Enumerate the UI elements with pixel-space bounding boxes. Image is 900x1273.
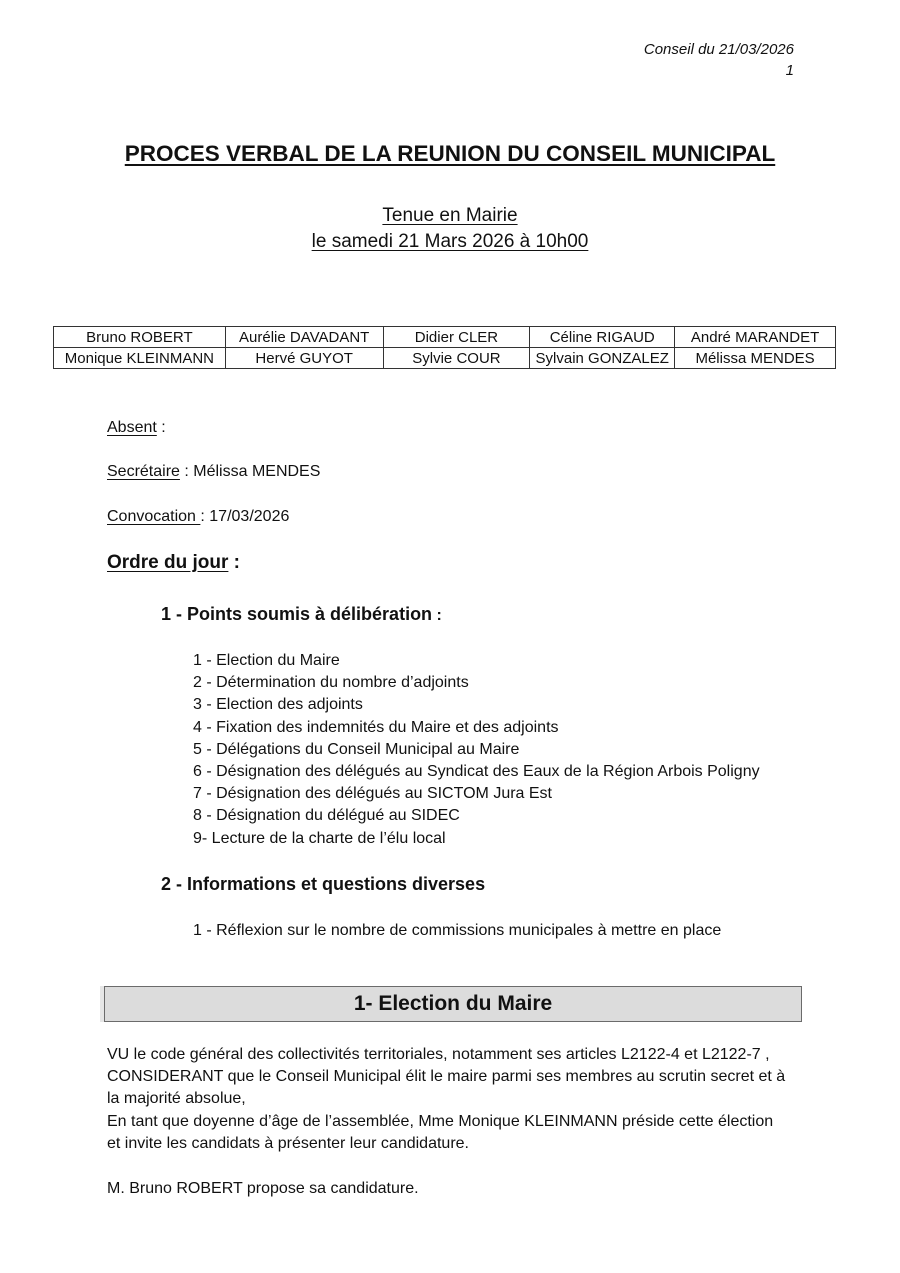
paragraph-line: et invite les candidats à présenter leur candidature. xyxy=(107,1134,469,1152)
paragraph-line: CONSIDERANT que le Conseil Municipal élit le maire parmi ses membres au scrutin secret et à xyxy=(107,1068,786,1086)
convocation-value: 17/03/2026 xyxy=(209,508,290,525)
secretaire-sep: : xyxy=(179,463,194,480)
member-cell: Sylvain GONZALEZ xyxy=(530,348,675,369)
member-cell: Bruno ROBERT xyxy=(54,327,226,348)
election-paragraph xyxy=(107,1044,807,1155)
list-item: 9- Lecture de la charte de l’élu local xyxy=(193,829,446,847)
list-item: 7 - Désignation des délégués au SICTOM Jura Est xyxy=(193,785,552,803)
list-item: 1 - Election du Maire xyxy=(193,652,340,669)
paragraph-line: En tant que doyenne d’âge de l’assemblée, Mme Monique KLEINMANN préside cette élection xyxy=(107,1112,774,1130)
list-item: 3 - Election des adjoints xyxy=(193,696,363,714)
members-table xyxy=(53,326,836,369)
table-row xyxy=(54,327,836,348)
header-page-number: 1 xyxy=(785,62,794,79)
secretaire-label: Secrétaire xyxy=(107,463,180,480)
member-cell: Hervé GUYOT xyxy=(225,348,383,369)
list-item: 6 - Désignation des délégués au Syndicat des Eaux de la Région Arbois Poligny xyxy=(193,763,760,781)
list-item: 5 - Délégations du Conseil Municipal au Maire xyxy=(193,740,520,758)
convocation-label: Convocation xyxy=(107,508,201,525)
section1-heading: 1 - Points soumis à délibération : xyxy=(161,604,442,624)
absent-line xyxy=(107,419,166,437)
member-cell: André MARANDET xyxy=(675,327,836,348)
candidature-line: M. Bruno ROBERT propose sa candidature. xyxy=(107,1180,419,1197)
subtitle-date: le samedi 21 Mars 2026 à 10h00 xyxy=(311,231,589,252)
member-cell: Didier CLER xyxy=(383,327,530,348)
secretaire-line xyxy=(107,463,320,481)
header-meeting-date: Conseil du 21/03/2026 xyxy=(643,41,794,58)
table-row xyxy=(54,348,836,369)
subtitle-location: Tenue en Mairie xyxy=(382,205,518,226)
member-cell: Sylvie COUR xyxy=(383,348,530,369)
paragraph-line: VU le code général des collectivités territoriales, notamment ses articles L2122-4 et L2122-7 , xyxy=(107,1046,770,1063)
list-item: 4 - Fixation des indemnités du Maire et des adjoints xyxy=(193,718,559,736)
absent-sep: : xyxy=(156,419,166,436)
paragraph-line: la majorité absolue, xyxy=(107,1090,246,1108)
ordre-du-jour-heading: Ordre du jour : xyxy=(107,552,241,573)
election-section-heading: 1- Election du Maire xyxy=(104,986,802,1022)
member-cell: Céline RIGAUD xyxy=(530,327,675,348)
list-item: 1 - Réflexion sur le nombre de commissions municipales à mettre en place xyxy=(193,922,722,939)
member-cell: Aurélie DAVADANT xyxy=(225,327,383,348)
list-item: 8 - Désignation du délégué au SIDEC xyxy=(193,807,460,825)
convocation-sep: : xyxy=(200,508,210,525)
absent-label: Absent xyxy=(107,419,157,436)
list-item: 2 - Détermination du nombre d’adjoints xyxy=(193,674,469,692)
convocation-line xyxy=(107,508,289,526)
member-cell: Monique KLEINMANN xyxy=(54,348,226,369)
section2-list xyxy=(193,920,721,942)
member-cell: Mélissa MENDES xyxy=(675,348,836,369)
section1-list xyxy=(193,650,760,850)
section2-heading: 2 - Informations et questions diverses xyxy=(161,874,486,894)
secretaire-value: Mélissa MENDES xyxy=(193,463,321,480)
page-title: PROCES VERBAL DE LA REUNION DU CONSEIL MUNICIPAL xyxy=(124,141,776,166)
